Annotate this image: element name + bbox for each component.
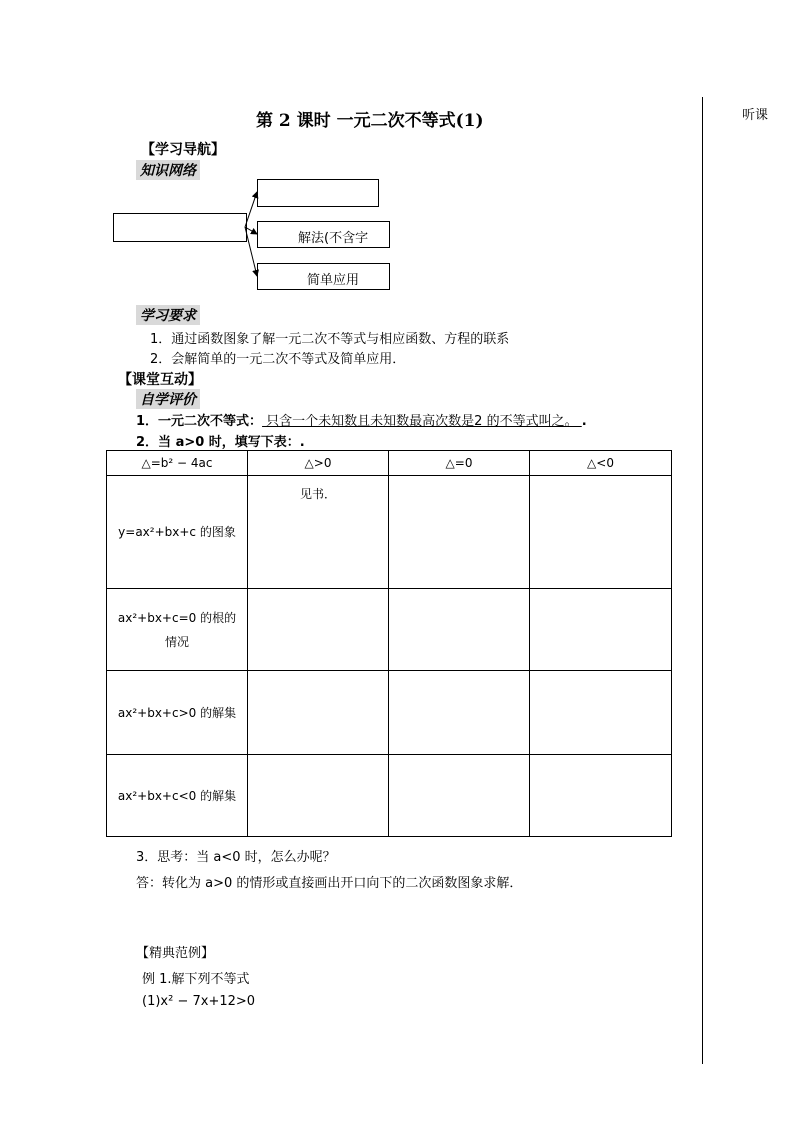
table-cell xyxy=(530,755,672,837)
table-header-row xyxy=(107,451,672,476)
table-cell xyxy=(530,476,672,589)
answer-text: 答：转化为 a>0 的情形或直接画出开口向下的二次函数图象求解． xyxy=(136,876,523,891)
diagram-bottom-text: 简单应用 xyxy=(307,273,360,288)
table-header-cell: △>0 xyxy=(248,451,389,476)
table-row-label: ax²+bx+c>0 的解集 xyxy=(107,671,248,755)
table-header-cell: △=b² − 4ac xyxy=(107,451,248,476)
table-cell xyxy=(530,671,672,755)
table-row xyxy=(107,589,672,671)
learning-requirements-label: 学习要求 xyxy=(136,305,200,325)
table-row xyxy=(107,671,672,755)
question-1-end: . xyxy=(581,414,587,429)
table-header-cell: △=0 xyxy=(389,451,530,476)
section-heading-examples: 【精典范例】 xyxy=(136,946,215,961)
section-heading-guide: 【学习导航】 xyxy=(141,142,225,158)
section-heading-interaction: 【课堂互动】 xyxy=(118,372,202,388)
table-cell xyxy=(248,755,389,837)
discriminant-table xyxy=(106,450,672,837)
diagram-mid-text: 解法(不含字 xyxy=(298,231,369,246)
table-row-label: y=ax²+bx+c 的图象 xyxy=(107,476,248,589)
question-2: 2．当 a>0 时，填写下表：. xyxy=(136,435,305,450)
question-3: 3．思考：当 a<0 时，怎么办呢？ xyxy=(136,850,336,865)
table-cell xyxy=(389,476,530,589)
table-cell xyxy=(389,755,530,837)
table-cell xyxy=(530,589,672,671)
table-cell xyxy=(389,589,530,671)
table-cell xyxy=(248,589,389,671)
side-note-label: 听课 xyxy=(742,108,769,123)
arrow-to-top-box xyxy=(245,192,257,227)
knowledge-network-label: 知识网络 xyxy=(136,160,200,180)
example-item: (1)x² − 7x+12>0 xyxy=(142,994,256,1009)
self-study-label: 自学评价 xyxy=(136,389,200,409)
table-row xyxy=(107,755,672,837)
question-1 xyxy=(136,410,587,429)
requirement-item: 2．会解简单的一元二次不等式及简单应用． xyxy=(150,352,406,367)
example-title: 例 1.解下列不等式 xyxy=(142,972,250,987)
table-cell xyxy=(389,671,530,755)
requirement-item: 1．通过函数图象了解一元二次不等式与相应函数、方程的联系 xyxy=(150,332,510,347)
arrow-to-bottom-box xyxy=(245,227,257,276)
table-cell xyxy=(248,671,389,755)
table-row-label: ax²+bx+c=0 的根的情况 xyxy=(107,589,248,671)
table-cell: 见书． xyxy=(248,476,389,589)
table-row-label: ax²+bx+c<0 的解集 xyxy=(107,755,248,837)
question-1-prefix: 1．一元二次不等式： xyxy=(136,414,263,429)
question-1-answer: 只含一个未知数且未知数最高次数是2 的不等式叫之。 xyxy=(262,414,582,429)
page-title: 第 2 课时 一元二次不等式(1) xyxy=(256,111,484,131)
table-row xyxy=(107,476,672,589)
table-header-cell: △<0 xyxy=(530,451,672,476)
